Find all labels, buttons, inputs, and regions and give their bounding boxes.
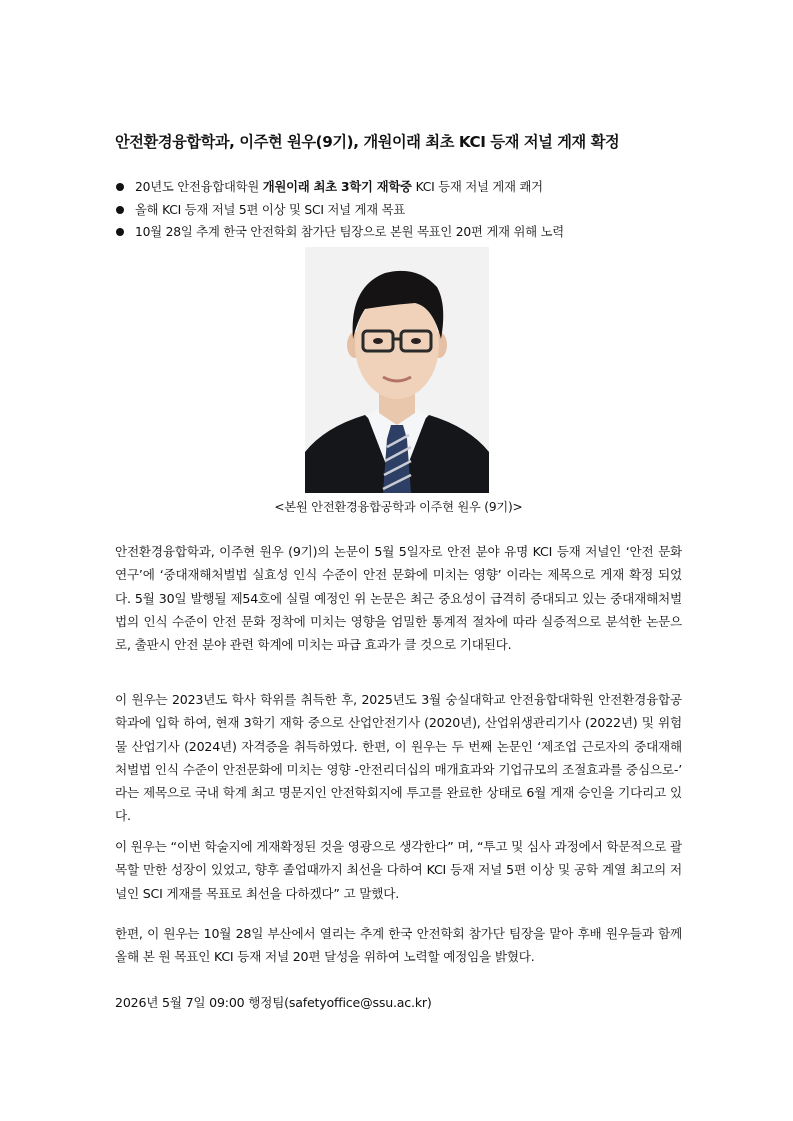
bullet-item xyxy=(115,176,695,199)
portrait-photo-icon xyxy=(305,247,489,493)
article-title: 안전환경융합학과, 이주현 원우(9기), 개원이래 최초 KCI 등재 저널 게재 확정 xyxy=(115,133,620,151)
bullet-dot-icon xyxy=(116,228,124,236)
bullet-dot-icon xyxy=(116,206,124,214)
bullet-text: 올해 KCI 등재 저널 5편 이상 및 SCI 저널 게재 목표 xyxy=(135,202,405,217)
dateline: 2026년 5월 7일 09:00 행정팀(safetyoffice@ssu.ac.kr) xyxy=(115,995,432,1010)
body-paragraph: 이 원우는 2023년도 학사 학위를 취득한 후, 2025년도 3월 숭실대학교 안전융합대학원 안전환경융합공학과에 입학 하여, 현재 3학기 재학 중으로 산업안전기사 (2020년), 산업위생관리기사 (2022년) 및 위험물 산업기사 (2024년) 자격증을 취득하였다. 한편, 이 원우는 두 번째 논문인 ‘제조업 근로자의 중대재해처벌법 인식 수준이 안전문화에 미치는 영향 -안전리더십의 매개효과와 기업규모의 조절효과를 중심으로-’ 라는 제목으로 국내 학계 최고 명문지인 안전학회지에 투고를 완료한 상태로 6월 게재 승인을 기다리고 있다. xyxy=(115,692,682,824)
photo-caption: <본원 안전환경융합공학과 이주현 원우 (9기)> xyxy=(274,500,523,514)
body-paragraph: 한편, 이 원우는 10월 28일 부산에서 열리는 추계 한국 안전학회 참가단 팀장을 맡아 후배 원우들과 함께 올해 본 원 목표인 KCI 등재 저널 20편 달성을 위하여 노력할 예정임을 밝혔다. xyxy=(115,926,682,965)
portrait-photo xyxy=(305,247,489,493)
bullet-text: 10월 28일 추계 한국 안전학회 참가단 팀장으로 본원 목표인 20편 게재 위해 노력 xyxy=(135,225,564,239)
bullet-text: 20년도 안전융합대학원 xyxy=(135,180,263,194)
body-paragraph: 안전환경융합학과, 이주현 원우 (9기)의 논문이 5월 5일자로 안전 분야 유명 KCI 등재 저널인 ‘안전 문화 연구’에 ‘중대재해처벌법 실효성 인식 수준이 안전 문화에 미치는 영향’ 이라는 제목으로 게재 확정 되었다. 5월 30일 발행될 제54호에 실릴 예정인 위 논문은 최근 중요성이 급격히 증대되고 있는 중대재해처벌법의 인식 수준이 안전 문화 정착에 미치는 영향을 엄밀한 통계적 절차에 따라 실증적으로 분석한 논문으로, 출판시 안전 분야 관련 학계에 미치는 파급 효과가 클 것으로 기대된다. xyxy=(115,544,682,653)
bullet-dot-icon xyxy=(116,183,124,191)
summary-bullets xyxy=(115,176,695,244)
bullet-item xyxy=(115,221,695,244)
bullet-text-end: KCI 등재 저널 게재 쾌거 xyxy=(411,180,543,194)
body-paragraph: 이 원우는 “이번 학술지에 게재확정된 것을 영광으로 생각한다” 며, “투고 및 심사 과정에서 학문적으로 괄목할 만한 성장이 있었고, 향후 졸업때까지 최선을 다하여 KCI 등재 저널 5편 이상 및 공학 계열 최고의 저널인 SCI 게재를 목표로 최선을 다하겠다” 고 말했다. xyxy=(115,839,682,901)
bullet-item xyxy=(115,199,695,222)
bullet-bold-text: 개원이래 최초 3학기 재학중 xyxy=(262,180,412,194)
